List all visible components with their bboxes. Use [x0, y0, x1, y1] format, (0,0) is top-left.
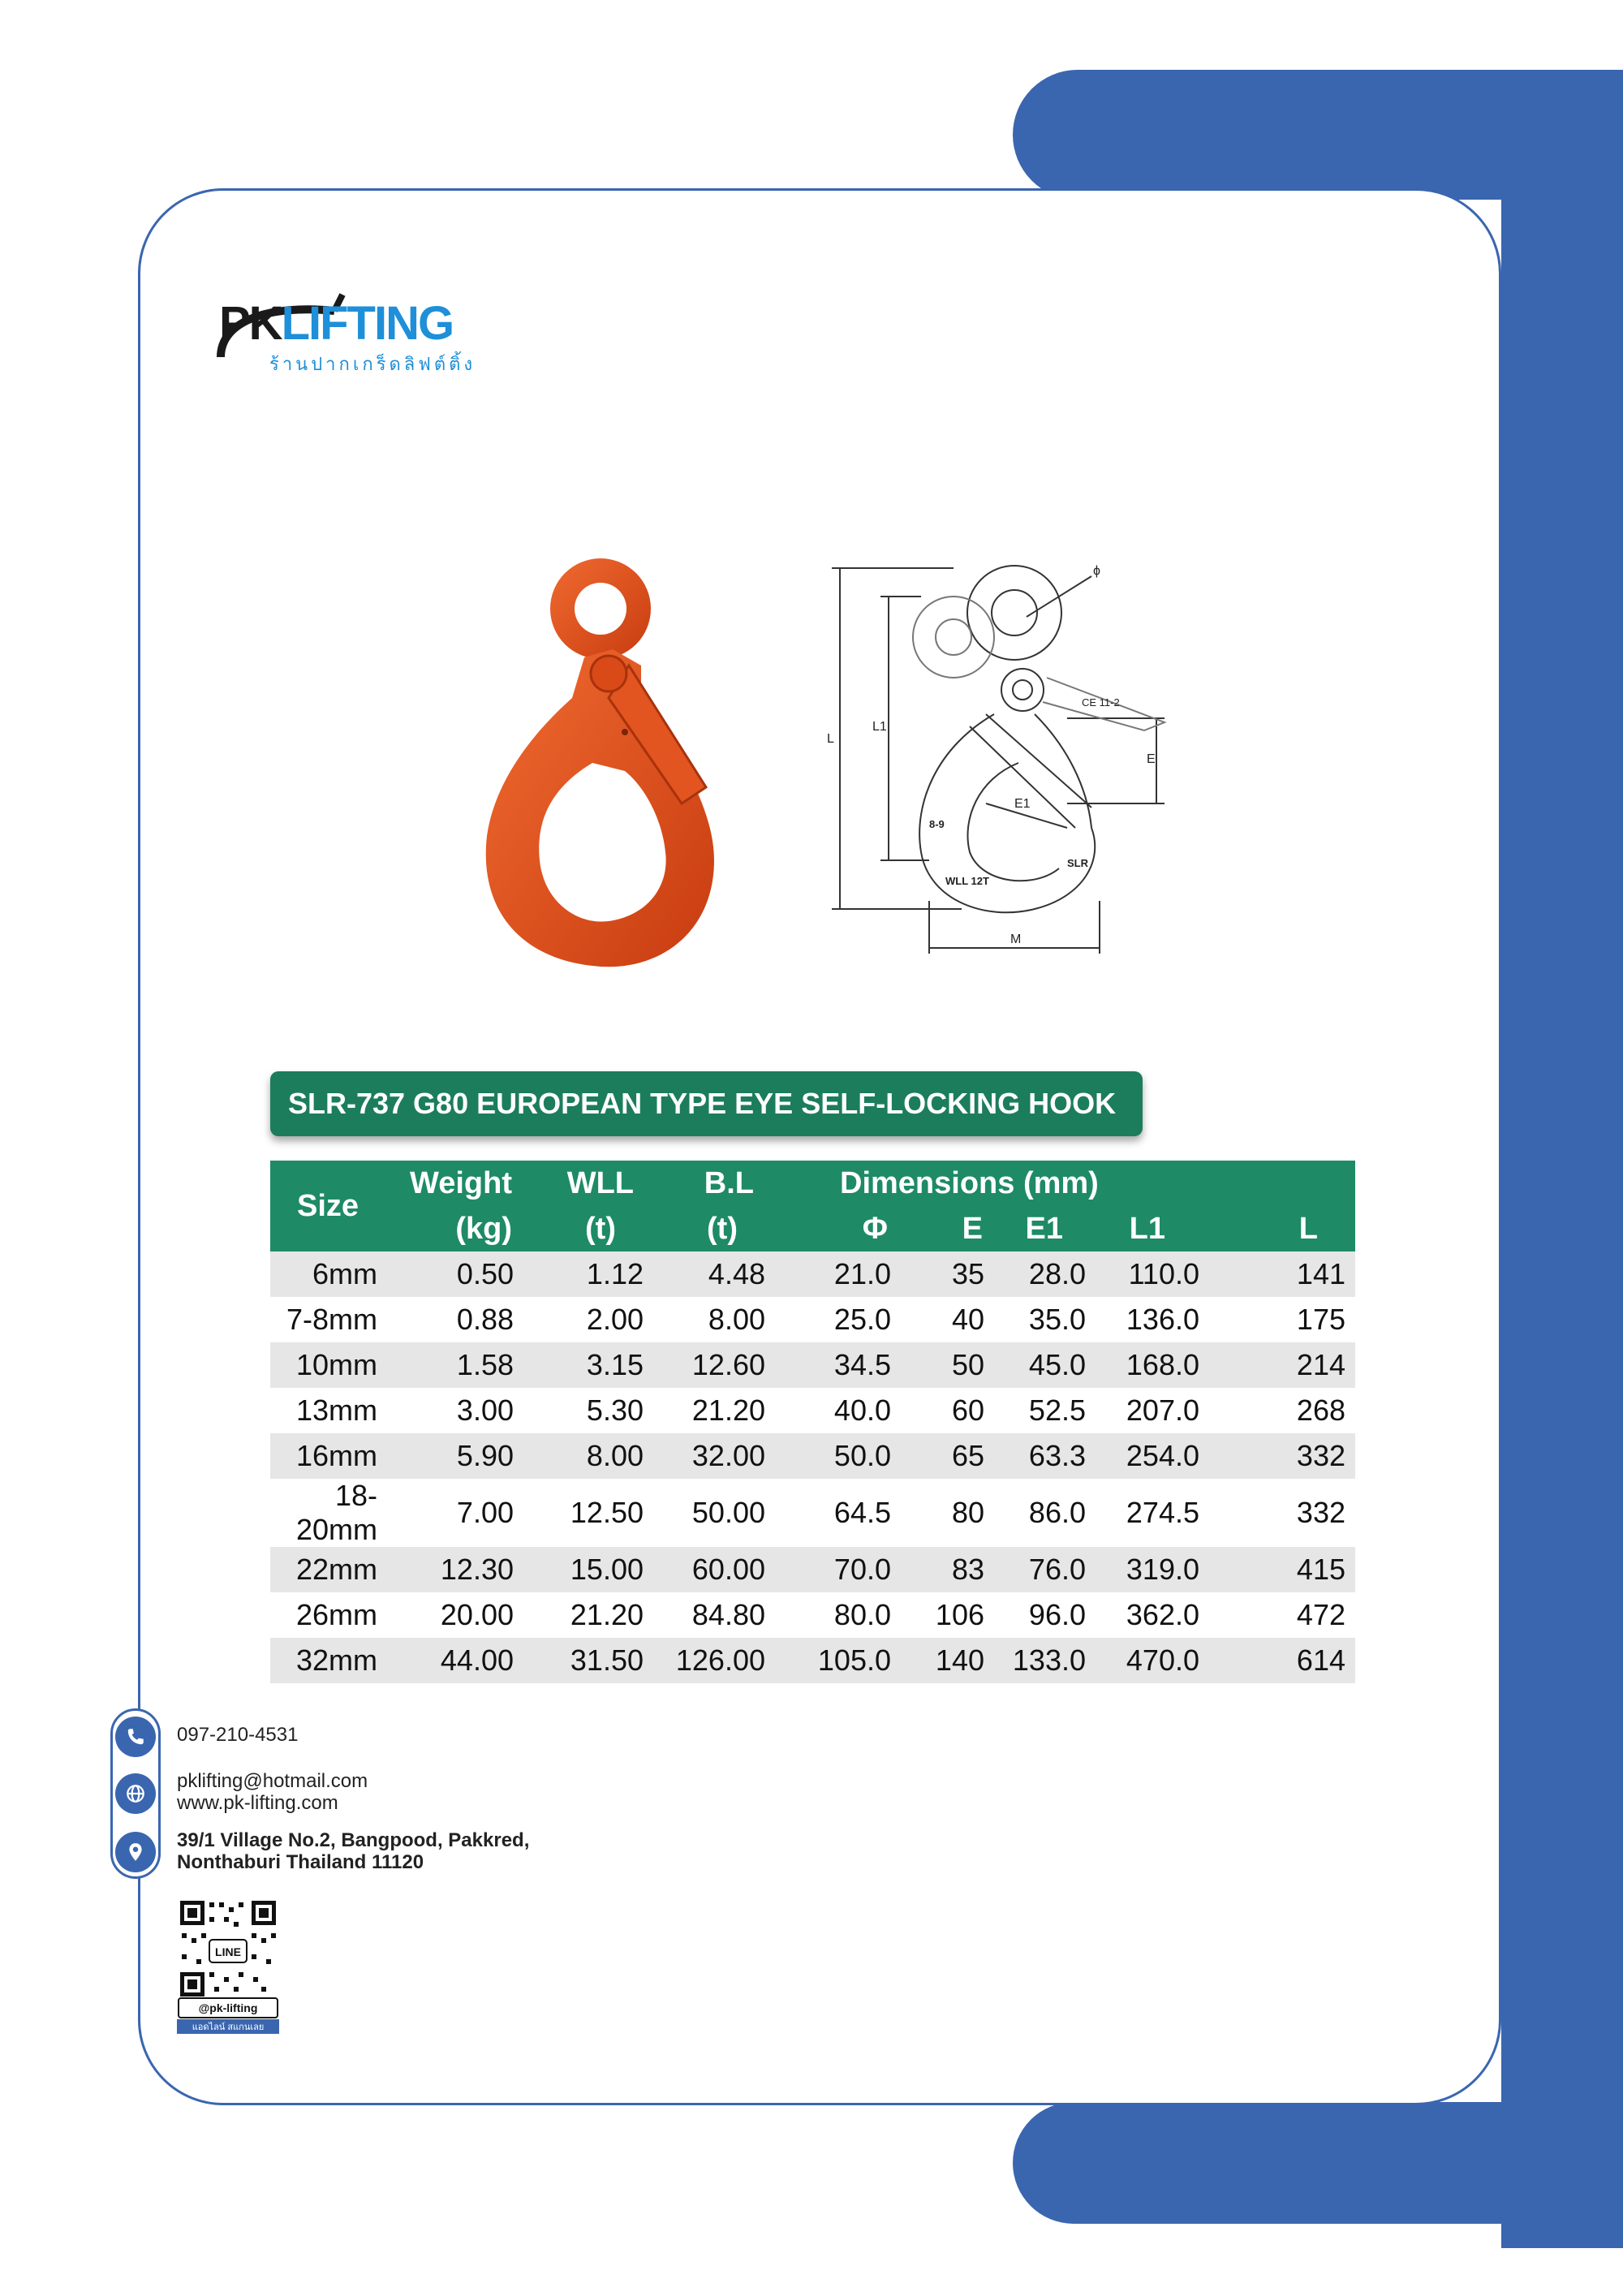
globe-icon: [115, 1773, 156, 1814]
cell-e1: 86.0: [994, 1479, 1096, 1547]
cell-e1: 35.0: [994, 1297, 1096, 1342]
cell-wll: 21.20: [523, 1592, 653, 1638]
cell-size: 16mm: [270, 1433, 385, 1479]
table-row: [270, 1251, 1355, 1297]
cell-bl: 126.00: [653, 1638, 775, 1683]
qr-line-label: LINE: [215, 1945, 241, 1958]
cell-phi: 70.0: [775, 1547, 901, 1592]
header-wll-unit: (t): [523, 1206, 653, 1251]
table-header-row-1: [270, 1161, 1355, 1206]
right-blue-band: [1501, 122, 1623, 2248]
cell-phi: 64.5: [775, 1479, 901, 1547]
cell-bl: 4.48: [653, 1251, 775, 1297]
cell-l1: 254.0: [1096, 1433, 1209, 1479]
cell-e: 83: [901, 1547, 994, 1592]
cell-e: 65: [901, 1433, 994, 1479]
header-bl: B.L: [653, 1161, 775, 1206]
hook-product-photo: [471, 544, 730, 990]
cell-e1: 52.5: [994, 1388, 1096, 1433]
cell-l: 268: [1209, 1388, 1355, 1433]
cell-size: 32mm: [270, 1638, 385, 1683]
cell-size: 6mm: [270, 1251, 385, 1297]
label-l1: L1: [872, 720, 887, 734]
cell-l: 214: [1209, 1342, 1355, 1388]
cell-weight: 3.00: [385, 1388, 523, 1433]
label-e1: E1: [1014, 797, 1031, 811]
cell-e: 50: [901, 1342, 994, 1388]
cell-e1: 45.0: [994, 1342, 1096, 1388]
cell-size: 26mm: [270, 1592, 385, 1638]
cell-weight: 44.00: [385, 1638, 523, 1683]
qr-handle: @pk-lifting: [198, 2001, 258, 2014]
header-l: L: [1209, 1206, 1355, 1251]
label-e: E: [1147, 752, 1156, 766]
cell-e: 35: [901, 1251, 994, 1297]
cell-l: 332: [1209, 1479, 1355, 1547]
cell-e: 60: [901, 1388, 994, 1433]
table-row: [270, 1592, 1355, 1638]
website-url: www.pk-lifting.com: [177, 1792, 338, 1814]
cell-size: 7-8mm: [270, 1297, 385, 1342]
header-dimensions: Dimensions (mm): [775, 1161, 1355, 1206]
logo-wordmark: PKLIFTING: [219, 297, 454, 350]
cell-e1: 76.0: [994, 1547, 1096, 1592]
table-header-row-2: [270, 1206, 1355, 1251]
pk-lifting-logo: [213, 288, 505, 377]
table-row: [270, 1547, 1355, 1592]
mark-wll: WLL 12T: [945, 875, 989, 887]
cell-size: 13mm: [270, 1388, 385, 1433]
address-line-2: Nonthaburi Thailand 11120: [177, 1851, 424, 1873]
cell-size: 10mm: [270, 1342, 385, 1388]
cell-bl: 8.00: [653, 1297, 775, 1342]
cell-wll: 1.12: [523, 1251, 653, 1297]
header-bl-unit: (t): [653, 1206, 775, 1251]
cell-l1: 319.0: [1096, 1547, 1209, 1592]
cell-l1: 470.0: [1096, 1638, 1209, 1683]
table-row: [270, 1342, 1355, 1388]
email-address: pklifting@hotmail.com: [177, 1770, 368, 1792]
cell-bl: 32.00: [653, 1433, 775, 1479]
cell-weight: 20.00: [385, 1592, 523, 1638]
cell-l1: 274.5: [1096, 1479, 1209, 1547]
header-phi: Φ: [775, 1206, 901, 1251]
product-title: SLR-737 G80 EUROPEAN TYPE EYE SELF-LOCKING HOOK: [270, 1071, 1143, 1136]
cell-e1: 133.0: [994, 1638, 1096, 1683]
header-l1: L1: [1096, 1206, 1209, 1251]
cell-e1: 63.3: [994, 1433, 1096, 1479]
cell-wll: 31.50: [523, 1638, 653, 1683]
cell-l: 472: [1209, 1592, 1355, 1638]
cell-l1: 362.0: [1096, 1592, 1209, 1638]
cell-wll: 5.30: [523, 1388, 653, 1433]
cell-l1: 136.0: [1096, 1297, 1209, 1342]
spec-table: [270, 1161, 1355, 1683]
phone-number: 097-210-4531: [177, 1724, 299, 1746]
cell-phi: 25.0: [775, 1297, 901, 1342]
header-e1: E1: [994, 1206, 1096, 1251]
cell-e: 140: [901, 1638, 994, 1683]
address-line-1: 39/1 Village No.2, Bangpood, Pakkred,: [177, 1829, 530, 1851]
cell-weight: 0.50: [385, 1251, 523, 1297]
cell-l: 175: [1209, 1297, 1355, 1342]
header-weight: Weight: [385, 1161, 523, 1206]
cell-l: 614: [1209, 1638, 1355, 1683]
cell-size: 22mm: [270, 1547, 385, 1592]
header-wll: WLL: [523, 1161, 653, 1206]
header-size: Size: [270, 1161, 385, 1251]
cell-bl: 12.60: [653, 1342, 775, 1388]
cell-l1: 110.0: [1096, 1251, 1209, 1297]
cell-phi: 21.0: [775, 1251, 901, 1297]
bottom-blue-band: [1013, 2102, 1623, 2224]
cell-phi: 80.0: [775, 1592, 901, 1638]
cell-bl: 60.00: [653, 1547, 775, 1592]
header-e: E: [901, 1206, 994, 1251]
line-qr-code: [177, 1898, 279, 2034]
cell-bl: 21.20: [653, 1388, 775, 1433]
cell-bl: 84.80: [653, 1592, 775, 1638]
content-card: [138, 188, 1501, 2105]
cell-wll: 12.50: [523, 1479, 653, 1547]
cell-wll: 15.00: [523, 1547, 653, 1592]
mark-ce: CE 11-2: [1082, 696, 1120, 709]
cell-phi: 34.5: [775, 1342, 901, 1388]
phone-icon: [115, 1717, 156, 1757]
table-row: [270, 1638, 1355, 1683]
table-row: [270, 1297, 1355, 1342]
cell-e1: 96.0: [994, 1592, 1096, 1638]
cell-size: 18-20mm: [270, 1479, 385, 1547]
label-l: L: [827, 732, 834, 746]
cell-wll: 2.00: [523, 1297, 653, 1342]
table-row: [270, 1479, 1355, 1547]
mark-grade: 8-9: [929, 818, 945, 830]
mark-slr: SLR: [1067, 857, 1088, 869]
table-row: [270, 1433, 1355, 1479]
cell-phi: 50.0: [775, 1433, 901, 1479]
cell-l1: 168.0: [1096, 1342, 1209, 1388]
cell-phi: 105.0: [775, 1638, 901, 1683]
label-m: M: [1010, 933, 1022, 946]
cell-weight: 0.88: [385, 1297, 523, 1342]
cell-l1: 207.0: [1096, 1388, 1209, 1433]
cell-weight: 5.90: [385, 1433, 523, 1479]
cell-l: 332: [1209, 1433, 1355, 1479]
cell-bl: 50.00: [653, 1479, 775, 1547]
hook-dimension-drawing: [824, 560, 1185, 966]
table-row: [270, 1388, 1355, 1433]
label-phi: ϕ: [1093, 564, 1100, 578]
cell-e: 40: [901, 1297, 994, 1342]
cell-e: 80: [901, 1479, 994, 1547]
cell-phi: 40.0: [775, 1388, 901, 1433]
logo-thai-subtitle: ร้านปากเกร็ดลิฟต์ติ้ง: [269, 354, 476, 374]
cell-wll: 3.15: [523, 1342, 653, 1388]
header-weight-unit: (kg): [385, 1206, 523, 1251]
cell-e: 106: [901, 1592, 994, 1638]
cell-weight: 12.30: [385, 1547, 523, 1592]
cell-wll: 8.00: [523, 1433, 653, 1479]
cell-weight: 1.58: [385, 1342, 523, 1388]
cell-weight: 7.00: [385, 1479, 523, 1547]
qr-caption: แอดไลน์ สแกนเลย: [192, 2022, 265, 2032]
cell-e1: 28.0: [994, 1251, 1096, 1297]
cell-l: 141: [1209, 1251, 1355, 1297]
cell-l: 415: [1209, 1547, 1355, 1592]
location-pin-icon: [115, 1832, 156, 1872]
